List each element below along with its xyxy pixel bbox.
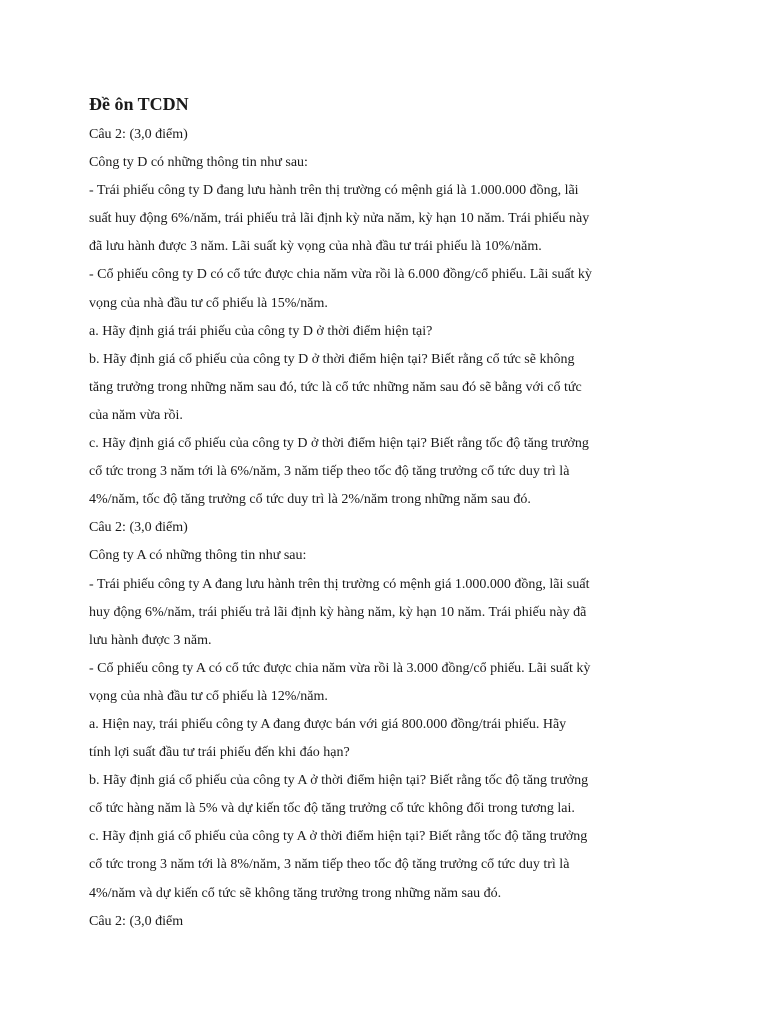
text-line: 4%/năm và dự kiến cổ tức sẽ không tăng trưởng trong những năm sau đó. xyxy=(89,885,502,901)
text-line: Công ty A có những thông tin như sau: xyxy=(89,548,307,564)
text-line: Câu 2: (3,0 điểm) xyxy=(89,520,188,536)
text-line: c. Hãy định giá cổ phiếu của công ty A ở thời điểm hiện tại? Biết rằng tốc độ tăng trưởng xyxy=(89,829,588,845)
text-line: vọng của nhà đầu tư cổ phiếu là 15%/năm. xyxy=(89,295,328,311)
document-title: Đề ôn TCDN xyxy=(89,94,189,114)
text-line: - Trái phiếu công ty A đang lưu hành trên thị trường có mệnh giá 1.000.000 đồng, lãi suất xyxy=(89,576,590,592)
text-line: vọng của nhà đầu tư cổ phiếu là 12%/năm. xyxy=(89,688,328,704)
text-line: a. Hãy định giá trái phiếu của công ty D ở thời điểm hiện tại? xyxy=(89,323,433,339)
text-line: a. Hiện nay, trái phiếu công ty A đang được bán với giá 800.000 đồng/trái phiếu. Hãy xyxy=(89,716,567,732)
text-line: cổ tức trong 3 năm tới là 6%/năm, 3 năm tiếp theo tốc độ tăng trưởng cổ tức duy trì là xyxy=(89,464,570,480)
document-page xyxy=(89,0,709,1024)
text-line: cổ tức trong 3 năm tới là 8%/năm, 3 năm tiếp theo tốc độ tăng trưởng cổ tức duy trì là xyxy=(89,857,570,873)
text-line: Công ty D có những thông tin như sau: xyxy=(89,155,308,171)
text-line: lưu hành được 3 năm. xyxy=(89,632,212,648)
text-line: - Cổ phiếu công ty D có cổ tức được chia năm vừa rồi là 6.000 đồng/cổ phiếu. Lãi suất kỳ xyxy=(89,267,592,283)
text-line: của năm vừa rồi. xyxy=(89,407,183,423)
text-line: Câu 2: (3,0 điểm xyxy=(89,913,184,929)
document-body xyxy=(89,121,709,936)
text-line: đã lưu hành được 3 năm. Lãi suất kỳ vọng của nhà đầu tư trái phiếu là 10%/năm. xyxy=(89,239,542,255)
text-line: cổ tức hàng năm là 5% và dự kiến tốc độ tăng trưởng cổ tức không đổi trong tương lai. xyxy=(89,801,575,817)
text-line: - Cổ phiếu công ty A có cổ tức được chia năm vừa rồi là 3.000 đồng/cổ phiếu. Lãi suất kỳ xyxy=(89,660,591,676)
text-line: b. Hãy định giá cổ phiếu của công ty D ở thời điểm hiện tại? Biết rằng cổ tức sẽ không xyxy=(89,351,575,367)
text-line: huy động 6%/năm, trái phiếu trả lãi định kỳ hàng năm, kỳ hạn 10 năm. Trái phiếu này đã xyxy=(89,604,587,620)
text-line: 4%/năm, tốc độ tăng trưởng cổ tức duy trì là 2%/năm trong những năm sau đó. xyxy=(89,492,531,508)
text-line: tính lợi suất đầu tư trái phiếu đến khi đáo hạn? xyxy=(89,745,350,761)
text-line: suất huy động 6%/năm, trái phiếu trả lãi định kỳ nửa năm, kỳ hạn 10 năm. Trái phiếu này xyxy=(89,211,590,227)
text-line: c. Hãy định giá cổ phiếu của công ty D ở thời điểm hiện tại? Biết rằng tốc độ tăng trưởng xyxy=(89,436,589,452)
text-line: tăng trưởng trong những năm sau đó, tức là cổ tức những năm sau đó sẽ bằng với cổ tức xyxy=(89,379,582,395)
text-line: b. Hãy định giá cổ phiếu của công ty A ở thời điểm hiện tại? Biết rằng tốc độ tăng trưởng xyxy=(89,773,589,789)
text-line: Câu 2: (3,0 điểm) xyxy=(89,127,188,142)
text-line: - Trái phiếu công ty D đang lưu hành trên thị trường có mệnh giá là 1.000.000 đồng, lãi xyxy=(89,183,579,199)
